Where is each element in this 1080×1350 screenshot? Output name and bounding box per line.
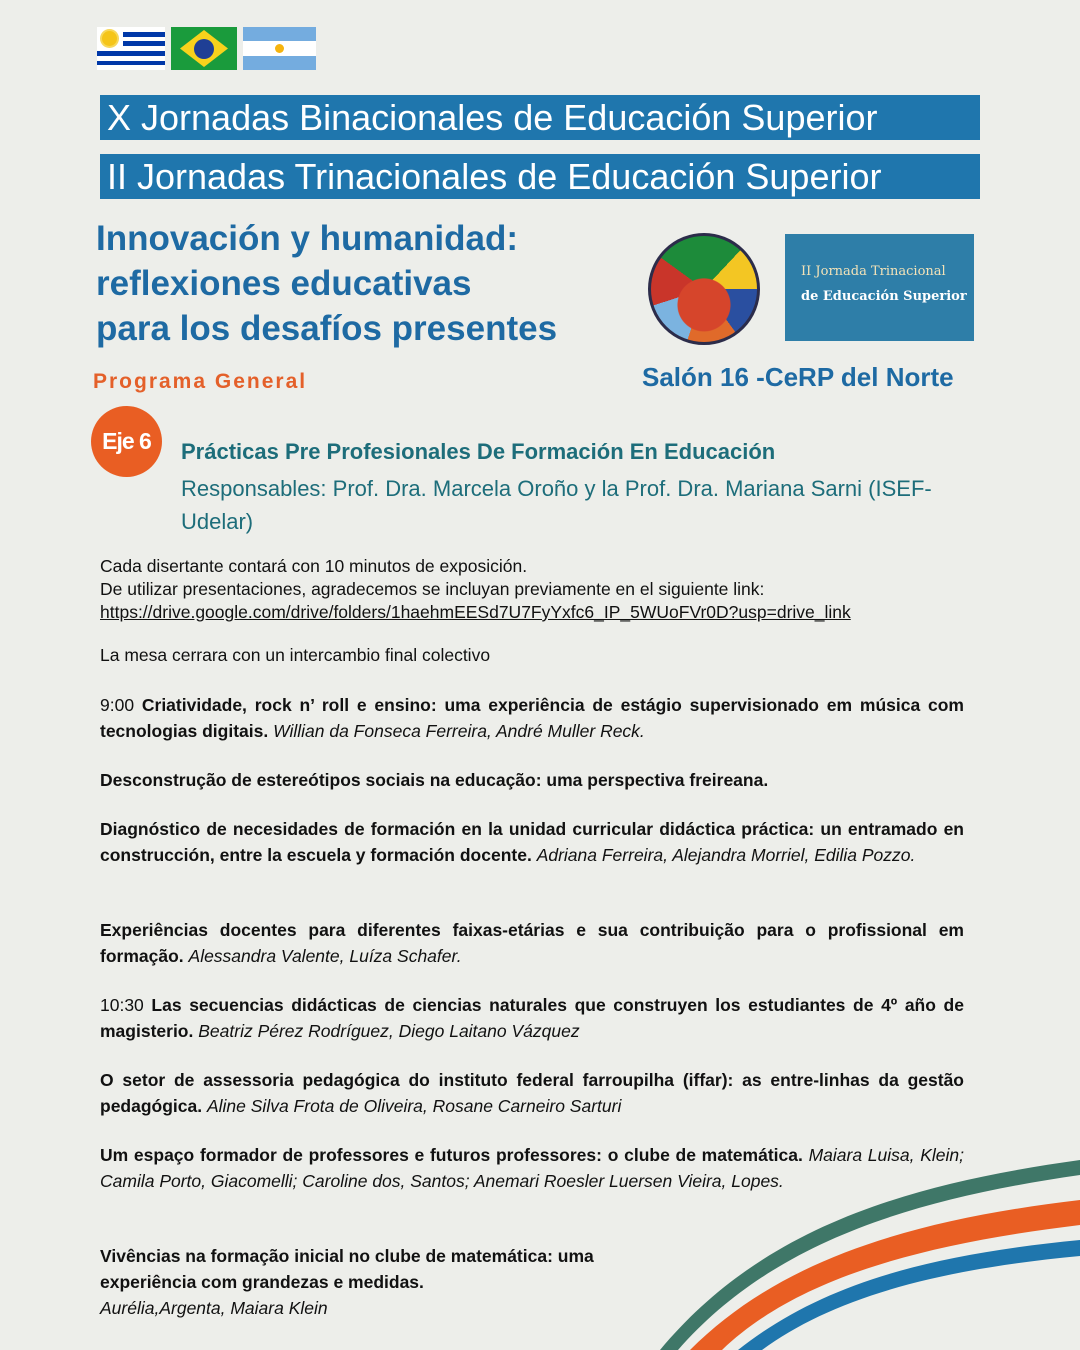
headline-line-3: para los desafíos presentes xyxy=(96,309,558,348)
talk-item xyxy=(100,992,964,1044)
talk-title: Vivências na formação inicial no clube de matemática: uma experiência com grandezas e medidas. xyxy=(100,1246,594,1292)
talk-title: O setor de assessoria pedagógica do instituto federal farroupilha (iffar): as entre-linhas da gestão pedagógica. xyxy=(100,1070,964,1116)
talk-authors: Alessandra Valente, Luíza Schafer. xyxy=(188,946,462,966)
uruguay-flag xyxy=(97,27,165,70)
brazil-flag xyxy=(171,27,237,70)
talk-authors: Aline Silva Frota de Oliveira, Rosane Carneiro Sarturi xyxy=(206,1096,622,1116)
talk-title: Desconstrução de estereótipos sociais na educação: uma perspectiva freireana. xyxy=(100,770,769,790)
talk-title: Diagnóstico de necesidades de formación en la unidad curricular didáctica práctica: un entramado en construcción, entre la escuela y formación docente. xyxy=(100,819,964,865)
intro-line-2: De utilizar presentaciones, agradecemos se incluyan previamente en el siguiente link: xyxy=(100,579,765,599)
banner-trinacionales: II Jornadas Trinacionales de Educación Superior xyxy=(100,154,980,199)
sun-icon xyxy=(275,44,284,53)
talk-authors: Maiara Luisa, Klein; Camila Porto, Giacomelli; Caroline dos, Santos; Anemari Roesler Luersen Vieira, Lopes. xyxy=(100,1145,964,1191)
eje-badge: Eje 6 xyxy=(91,406,162,477)
headline xyxy=(96,216,636,351)
talk-item xyxy=(100,1243,680,1321)
talk-item xyxy=(100,692,964,744)
eje-responsables: Responsables: Prof. Dra. Marcela Oroño y la Prof. Dra. Mariana Sarni (ISEF-Udelar) xyxy=(181,476,932,534)
intro-text xyxy=(100,555,970,624)
argentina-flag xyxy=(243,27,316,70)
eje-title: Prácticas Pre Profesionales De Formación En Educación xyxy=(181,439,776,464)
salon-label: Salón 16 -CeRP del Norte xyxy=(642,362,954,392)
talk-time: 10:30 xyxy=(100,995,144,1015)
programa-label: Programa General xyxy=(93,370,308,393)
talk-title: Las secuencias didácticas de ciencias naturales que construyen los estudiantes de 4º año de magisterio. xyxy=(100,995,964,1041)
closing-note: La mesa cerrara con un intercambio final colectivo xyxy=(100,645,491,665)
event-logo-badge xyxy=(785,234,974,341)
talk-title: Um espaço formador de professores e futuros professores: o clube de matemática. xyxy=(100,1145,803,1165)
talk-item xyxy=(100,1142,964,1194)
logo-text-line-1: II Jornada Trinacional xyxy=(801,264,946,279)
headline-line-2: reflexiones educativas xyxy=(96,264,472,303)
talk-authors: Adriana Ferreira, Alejandra Morriel, Edilia Pozzo. xyxy=(536,845,916,865)
talk-authors: Willian da Fonseca Ferreira, André Muller Reck. xyxy=(273,721,645,741)
talk-authors: Beatriz Pérez Rodríguez, Diego Laitano Vázquez xyxy=(198,1021,580,1041)
logo-text-line-2: de Educación Superior xyxy=(801,289,967,304)
sun-icon xyxy=(102,31,117,46)
talk-title: Experiências docentes para diferentes faixas-etárias e sua contribuição para o profissional em formação. xyxy=(100,920,964,966)
talk-authors: Aurélia,Argenta, Maiara Klein xyxy=(100,1298,328,1318)
intro-line-1: Cada disertante contará con 10 minutos de exposición. xyxy=(100,556,528,576)
headline-line-1: Innovación y humanidad: xyxy=(96,219,518,258)
talk-item xyxy=(100,1067,964,1119)
talk-title: Criatividade, rock n’ roll e ensino: uma experiência de estágio supervisionado em música com tecnologias digitais. xyxy=(100,695,964,741)
talk-item xyxy=(100,816,964,868)
talk-time: 9:00 xyxy=(100,695,135,715)
talk-item xyxy=(100,767,964,793)
drive-link[interactable]: https://drive.google.com/drive/folders/1haehmEESd7U7FyYxfc6_IP_5WUoFVr0D?usp=drive_link xyxy=(100,602,851,622)
event-logo-circle xyxy=(648,233,760,345)
banner-binacionales: X Jornadas Binacionales de Educación Superior xyxy=(100,95,980,140)
talk-item xyxy=(100,917,964,969)
